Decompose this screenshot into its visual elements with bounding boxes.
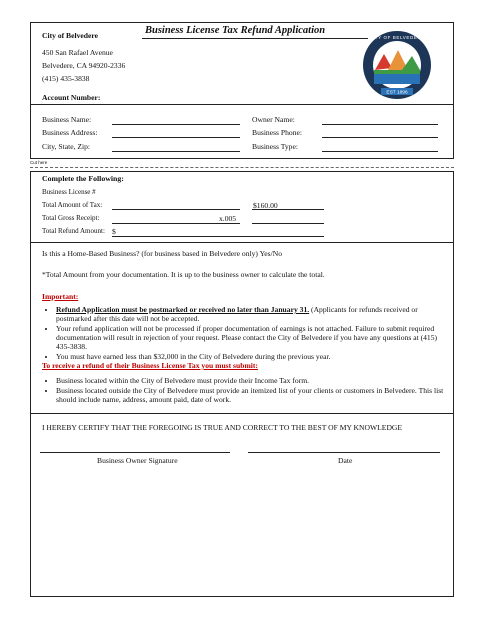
- section-divider: [30, 242, 454, 243]
- home-based-question: Is this a Home-Based Business? (for business based in Belvedere only) Yes/No: [42, 249, 283, 258]
- owner-name-field[interactable]: [322, 124, 438, 125]
- business-license-label: Business License #: [42, 188, 96, 196]
- page-title: Business License Tax Refund Application: [145, 25, 326, 36]
- list-item: • Refund Application must be postmarked or received no later than January 31. (Applicants for refunds received or postmarked after this date will not be accepted.: [56, 305, 447, 323]
- city-name: City of Belvedere: [42, 31, 98, 40]
- total-tax-label: Total Amount of Tax:: [42, 201, 103, 209]
- certify-statement: I HEREBY CERTIFY THAT THE FOREGOING IS TRUE AND CORRECT TO THE BEST OF MY KNOWLEDGE: [42, 423, 403, 432]
- total-amount-note: *Total Amount from your documentation. It is up to the business owner to calculate the total.: [42, 270, 325, 279]
- cut-line: [30, 167, 454, 168]
- list-item: • Your refund application will not be processed if proper documentation of earnings is not attached. Failure to submit required documentation will result in rejection of your request. Please contact the City of Belvedere if you have any questions at (415) 435-3838.: [56, 324, 447, 351]
- business-name-label: Business Name:: [42, 115, 92, 124]
- certify-divider: [30, 413, 454, 414]
- total-tax-field[interactable]: [112, 209, 240, 210]
- submit-list: [42, 376, 447, 405]
- gross-receipt-label: Total Gross Receipt:: [42, 214, 100, 222]
- title-rule: [142, 38, 368, 39]
- city-address-line1: 450 San Rafael Avenue: [42, 48, 113, 57]
- business-phone-field[interactable]: [322, 137, 438, 138]
- owner-name-label: Owner Name:: [252, 115, 295, 124]
- city-address-line2: Belvedere, CA 94920-2336: [42, 61, 126, 70]
- total-tax-value: $160.00: [253, 201, 278, 210]
- list-item: • Business located outside the City of Belvedere must provide an itemized list of your clients or customers in Belvedere. This list should include name, address, amount paid, date of work.: [56, 386, 447, 404]
- city-state-zip-field[interactable]: [112, 151, 240, 152]
- important-heading: Important:: [42, 292, 79, 301]
- gross-result-field[interactable]: [252, 223, 324, 224]
- svg-text:CITY OF BELVEDERE: CITY OF BELVEDERE: [369, 35, 425, 40]
- business-address-label: Business Address:: [42, 128, 98, 137]
- account-number-label: Account Number:: [42, 93, 101, 102]
- submit-heading: To receive a refund of their Business License Tax you must submit:: [42, 361, 258, 370]
- city-state-zip-label: City, State, Zip:: [42, 142, 91, 151]
- refund-label: Total Refund Amount:: [42, 227, 105, 235]
- gross-receipt-field[interactable]: [112, 223, 240, 224]
- header-divider: [30, 104, 454, 105]
- cut-here-label: Cut here: [30, 160, 48, 165]
- complete-heading: Complete the Following:: [42, 174, 124, 183]
- total-tax-value-field[interactable]: [252, 209, 324, 210]
- multiplier-label: x.005: [219, 214, 237, 223]
- city-phone: (415) 435-3838: [42, 74, 90, 83]
- list-item: • You must have earned less than $32,000 in the City of Belvedere during the previous year.: [56, 352, 447, 361]
- refund-amount-field[interactable]: [112, 236, 324, 237]
- signature-label: Business Owner Signature: [97, 456, 178, 465]
- business-type-field[interactable]: [322, 151, 438, 152]
- refund-dollar-sign: $: [112, 227, 116, 236]
- signature-field[interactable]: [40, 452, 230, 453]
- business-phone-label: Business Phone:: [252, 128, 302, 137]
- important-list: [42, 305, 447, 362]
- business-name-field[interactable]: [112, 124, 240, 125]
- date-label: Date: [338, 456, 353, 465]
- svg-text:EST 1896: EST 1896: [386, 90, 408, 96]
- business-address-field[interactable]: [112, 137, 240, 138]
- list-item: • Business located within the City of Belvedere must provide their Income Tax form.: [56, 376, 447, 385]
- city-seal-logo: [362, 30, 432, 100]
- business-type-label: Business Type:: [252, 142, 298, 151]
- date-field[interactable]: [248, 452, 440, 453]
